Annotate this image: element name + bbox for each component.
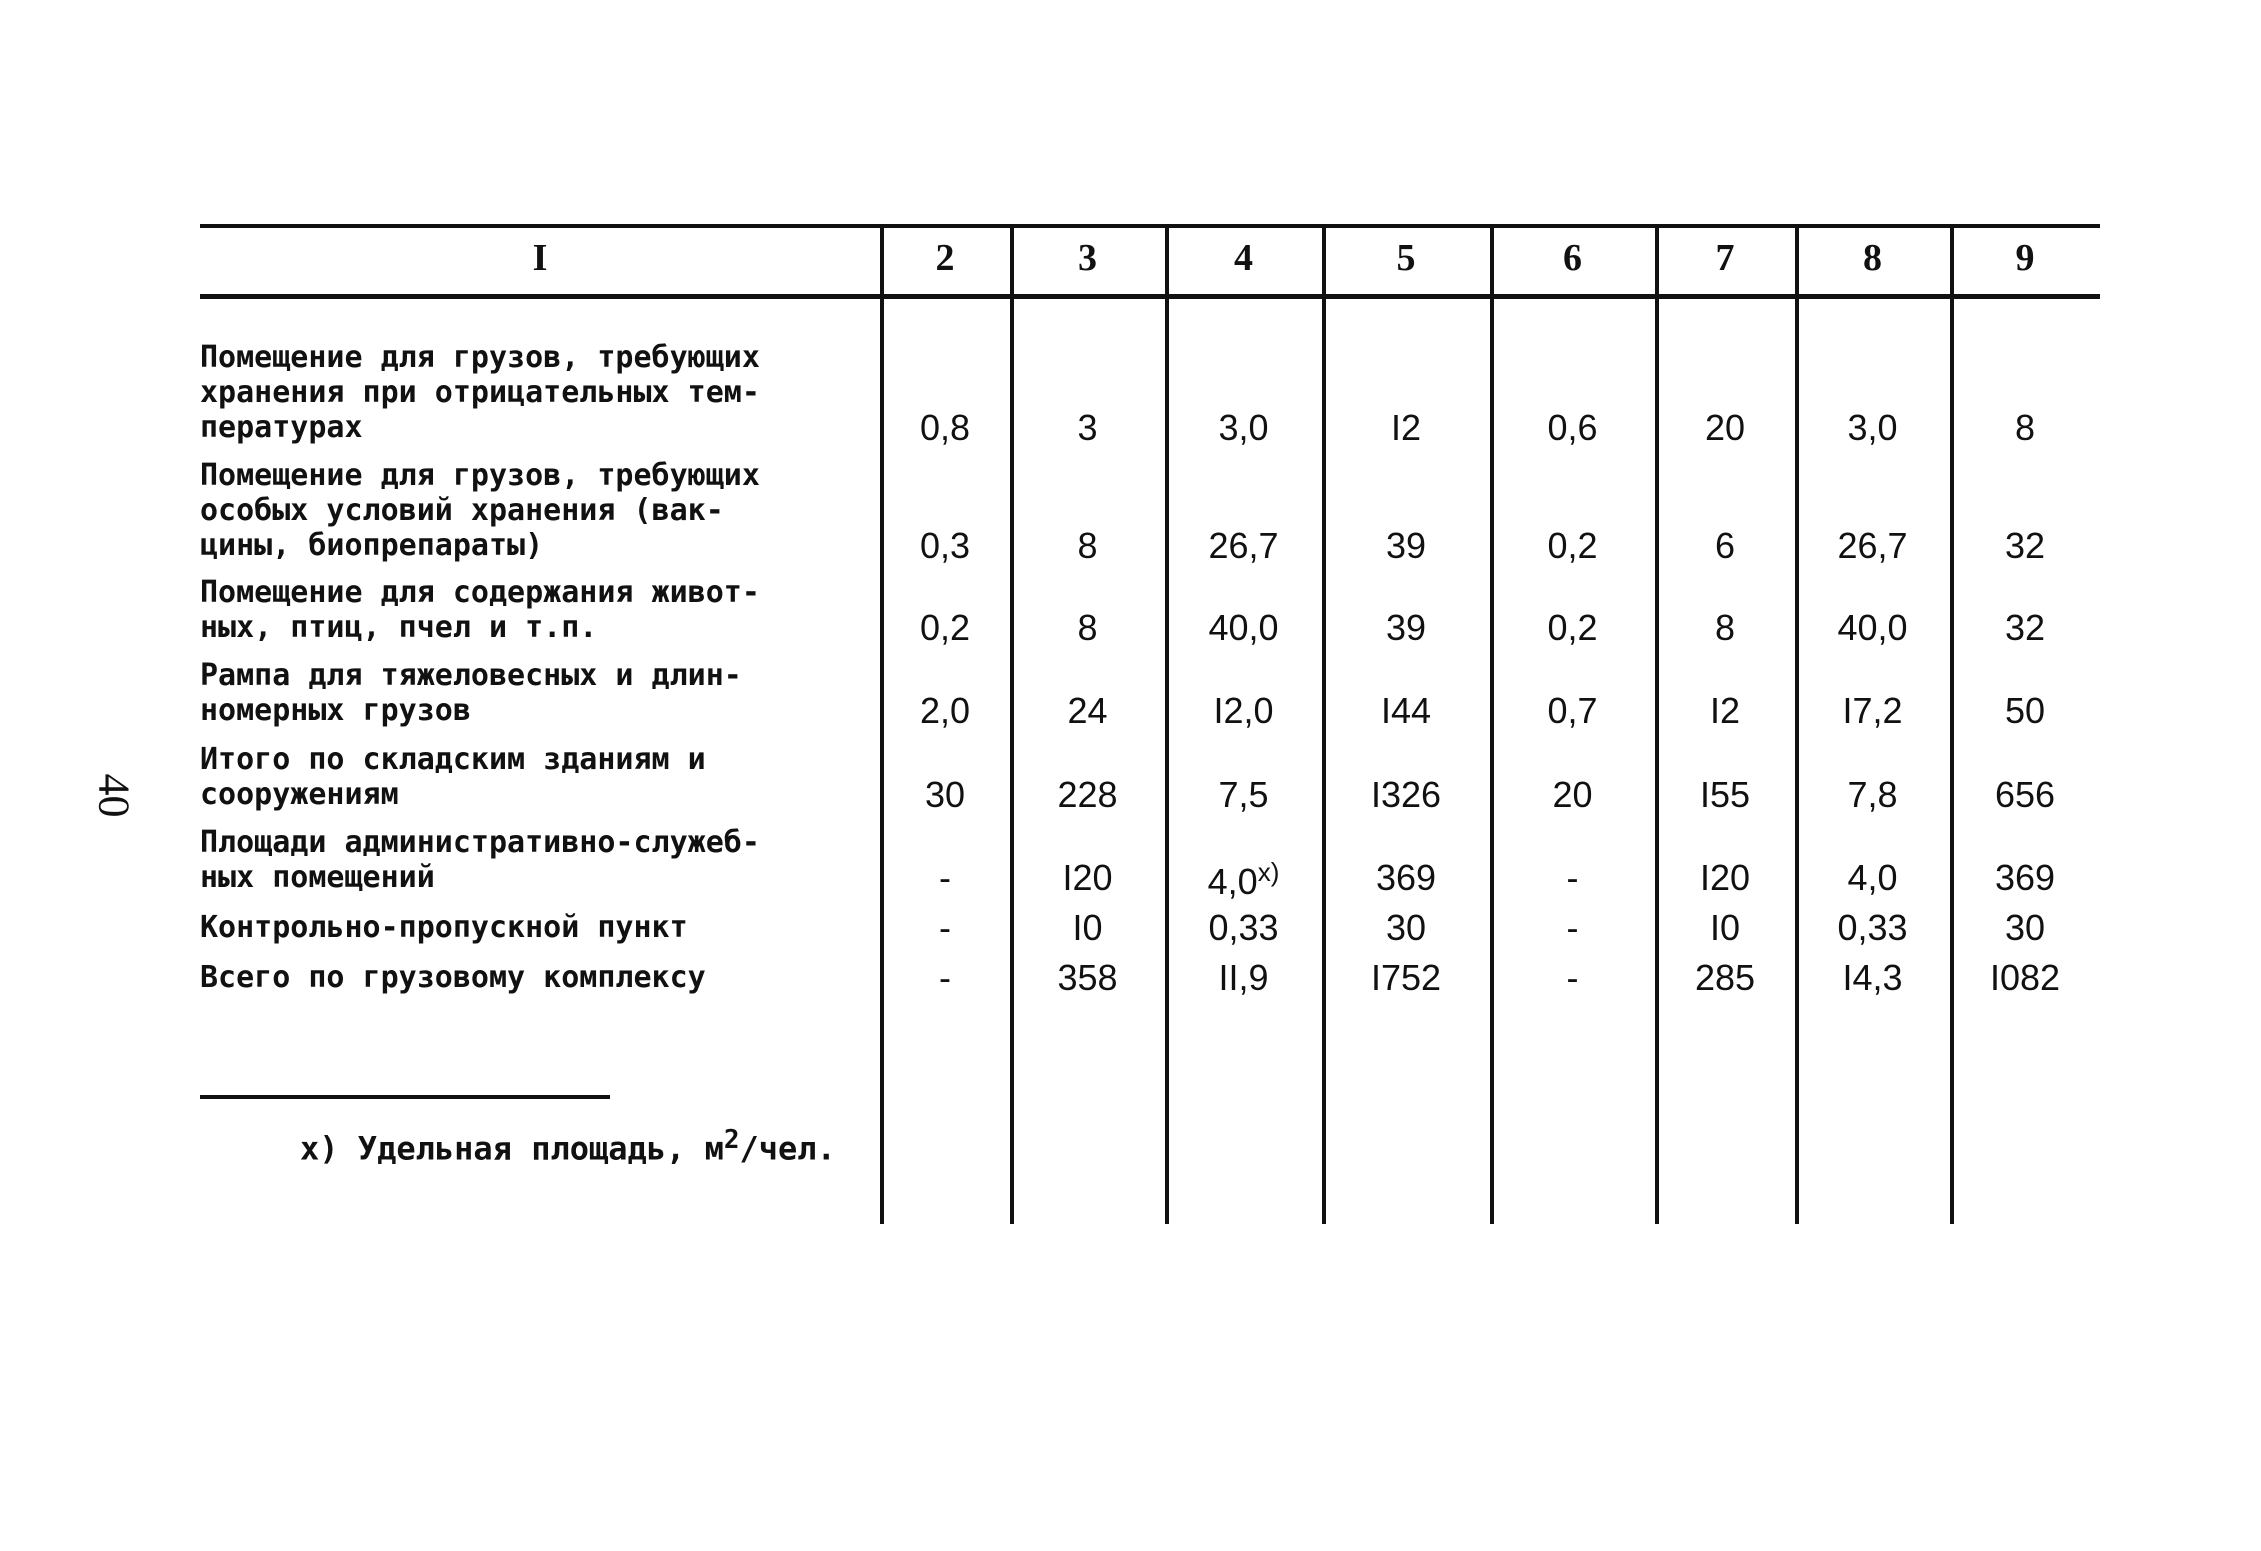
table-cell: 0,2 [1547, 607, 1598, 648]
table-cell: - [1566, 957, 1579, 998]
table-cell: 7,5 [1218, 774, 1269, 815]
footnote [300, 1125, 836, 1168]
table-cell: 20 [1552, 774, 1593, 815]
table-cell: 285 [1694, 957, 1756, 998]
table-cell: 40,0 [1208, 607, 1279, 648]
table-cell: I2,0 [1213, 690, 1274, 731]
table-cell: 0,7 [1547, 690, 1598, 731]
table-cell: 40,0 [1837, 607, 1908, 648]
column-header: I [532, 237, 548, 279]
table-cell: 26,7 [1837, 525, 1908, 566]
table-cell: I7,2 [1842, 690, 1903, 731]
table-cell: 32 [2004, 525, 2046, 566]
row-label: Рампа для тяжеловесных и длин- номерных грузов [200, 658, 742, 728]
table-cell: I55 [1699, 774, 1751, 815]
table-cell: 50 [2004, 690, 2046, 731]
table-cell: 4,0 [1847, 857, 1898, 898]
table-cell: I20 [1062, 857, 1113, 898]
table-cell: 369 [1375, 857, 1437, 898]
table-cell: 3,0 [1847, 407, 1898, 448]
table-cell: 39 [1385, 607, 1427, 648]
table-cell: I0 [1709, 907, 1741, 948]
table-cell: I0 [1072, 907, 1103, 948]
footnote-rule [200, 1095, 610, 1099]
footnote-mark: x) [300, 1129, 339, 1168]
column-header: 5 [1396, 237, 1416, 279]
table-top-rule [200, 224, 2100, 228]
table-cell: 656 [1994, 774, 2056, 815]
column-header: 2 [935, 237, 955, 279]
table-cell: - [1566, 857, 1579, 898]
table-cell: 8 [2014, 407, 2036, 448]
table-cell: 0,3 [919, 525, 971, 566]
table-cell: 30 [1385, 907, 1427, 948]
row-label: Помещение для содержания живот- ных, птиц, пчел и т.п. [200, 575, 760, 645]
table-cell: 4,0$^{x)}$ [1207, 857, 1280, 902]
table-header-rule [200, 294, 2100, 299]
page-number: 40 [89, 773, 139, 818]
table-cell: 8 [1714, 607, 1736, 648]
table-cell: I2 [1709, 690, 1741, 731]
column-header: 9 [2015, 237, 2035, 279]
table-cell: 20 [1704, 407, 1746, 448]
table-cell: 0,8 [919, 407, 971, 448]
table-cell: I326 [1370, 774, 1442, 815]
table-cell: I2 [1390, 407, 1422, 448]
column-header: 3 [1078, 237, 1097, 279]
table-cell: I752 [1370, 957, 1442, 998]
table-cell: 39 [1385, 525, 1427, 566]
table-cell: I082 [1989, 957, 2061, 998]
note-marker: x) [1257, 857, 1280, 887]
table-cell: - [939, 857, 951, 898]
row-label: Всего по грузовому комплексу [200, 960, 706, 995]
row-label: Контрольно-пропускной пункт [200, 910, 688, 945]
table-cell: 24 [1067, 690, 1108, 731]
table-cell: 0,2 [919, 607, 971, 648]
column-header: 8 [1863, 237, 1882, 279]
table-cell: 0,33 [1208, 907, 1279, 948]
table-cell: I44 [1380, 690, 1432, 731]
table-cell: 8 [1077, 607, 1098, 648]
table-cell: 358 [1057, 957, 1118, 998]
row-label: Помещение для грузов, требующих особых условий хранения (вак- цины, биопрепараты) [200, 458, 760, 563]
table-cell: II,9 [1218, 957, 1269, 998]
table-cell: 30 [2004, 907, 2046, 948]
column-header: 6 [1563, 237, 1582, 279]
row-label: Площади административно-служеб- ных помещений [200, 825, 760, 895]
footnote-text-after: /чел. [739, 1129, 836, 1168]
table-cell: 0,33 [1837, 907, 1908, 948]
table-cell: 369 [1994, 857, 2056, 898]
table-cell: 3,0 [1218, 407, 1269, 448]
table-cell: - [1566, 907, 1579, 948]
table-cell: 3 [1077, 407, 1098, 448]
table-cell: 32 [2004, 607, 2046, 648]
column-header: 7 [1715, 237, 1735, 279]
table-cell: 2,0 [919, 690, 971, 731]
table-cell: - [939, 957, 951, 998]
column-header: 4 [1234, 237, 1253, 279]
table-cell: 0,2 [1547, 525, 1598, 566]
table-cell: 6 [1714, 525, 1736, 566]
table-cell: I4,3 [1842, 957, 1903, 998]
table-cell: 7,8 [1847, 774, 1898, 815]
table-cell: 30 [924, 774, 966, 815]
table-cell: 8 [1077, 525, 1098, 566]
table-cell: 26,7 [1208, 525, 1279, 566]
table-cell: I20 [1699, 857, 1751, 898]
table-cell: - [939, 907, 951, 948]
table-cell: 0,6 [1547, 407, 1598, 448]
row-label: Помещение для грузов, требующих хранения при отрицательных тем- пературах [200, 340, 760, 445]
table-cell: 228 [1057, 774, 1118, 815]
row-label: Итого по складским зданиям и сооружениям [200, 742, 706, 812]
footnote-superscript: 2 [723, 1125, 740, 1155]
footnote-text-before: Удельная площадь, м [357, 1129, 724, 1168]
